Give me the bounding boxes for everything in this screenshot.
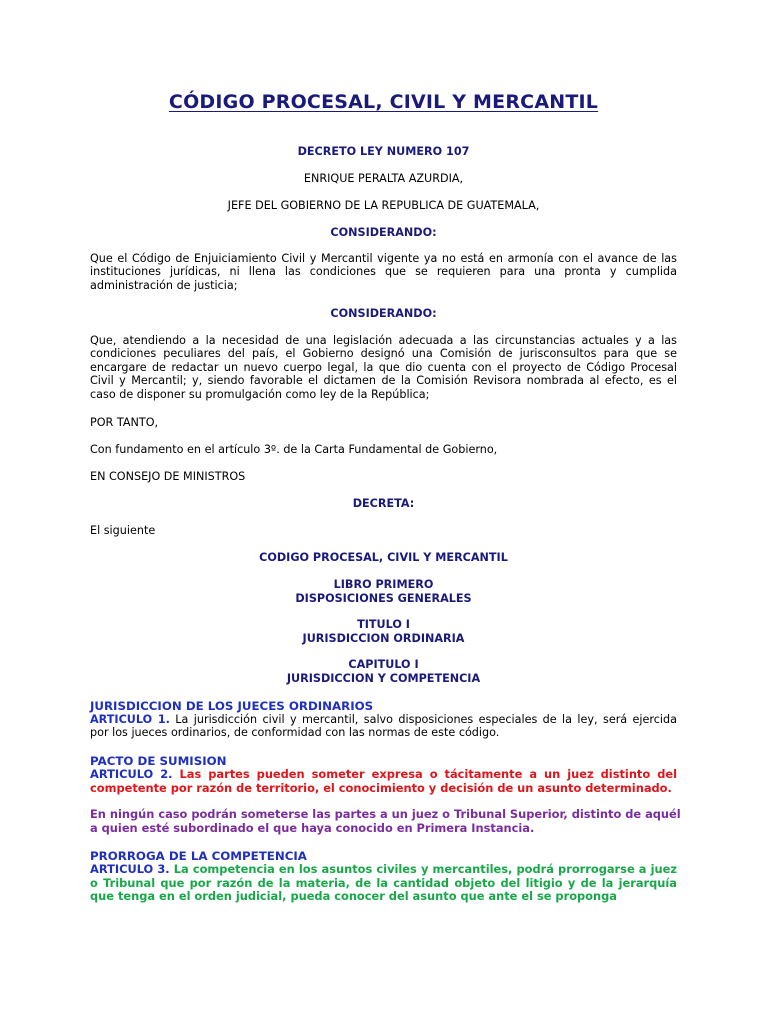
- libro-heading: LIBRO PRIMERO: [333, 578, 434, 591]
- article-2-text-2: competente por razón de territorio, el conocimiento y decisión de un asunto determinado.: [90, 780, 672, 795]
- article-2-text-1: Las partes pueden someter expresa o tácitamente a un juez distinto del: [179, 767, 678, 781]
- article-1: [90, 713, 677, 740]
- document-title: CÓDIGO PROCESAL, CIVIL Y MERCANTIL: [168, 91, 599, 113]
- paragraph-line: Civil y Mercantil; y, siendo favorable el dictamen de la Comisión Revisora nombrada al efecto, es el: [90, 374, 677, 388]
- article-1-text-1: La jurisdicción civil y mercantil, salvo disposiciones especiales de la ley, será ejercida: [175, 713, 677, 726]
- note-line-2: a quien esté subordinado el que haya conocido en Primera Instancia.: [90, 820, 535, 835]
- fundamento-text: Con fundamento en el artículo 3º. de la Carta Fundamental de Gobierno,: [90, 443, 498, 456]
- article-2-label: ARTICULO 2.: [90, 767, 173, 781]
- section-heading-prorroga: PRORROGA DE LA COMPETENCIA: [90, 849, 307, 863]
- considerando-heading-1: CONSIDERANDO:: [330, 226, 437, 239]
- article-2: [90, 768, 677, 795]
- article-1-text-2: por los jueces ordinarios, de conformidad con las normas de este código.: [90, 726, 500, 740]
- capitulo-heading: CAPITULO I: [348, 658, 419, 671]
- article-2-note: [90, 807, 681, 835]
- article-3-text-2: o Tribunal que por razón de la materia, de la cantidad objeto del litigio y de la jerarquía: [90, 875, 677, 890]
- siguiente-text: El siguiente: [90, 524, 156, 537]
- article-line: [90, 863, 677, 877]
- paragraph-line: condiciones peculiares del país, el Gobierno designó una Comisión de jurisconsultos para que se: [90, 347, 677, 361]
- decreta-heading: DECRETA:: [352, 497, 415, 510]
- decreto-heading: DECRETO LEY NUMERO 107: [297, 145, 470, 158]
- article-line: [90, 768, 677, 782]
- article-3: [90, 863, 677, 904]
- section-heading-jueces: JURISDICCION DE LOS JUECES ORDINARIOS: [90, 699, 374, 713]
- paragraph-line: encargare de redactar un nuevo cuerpo legal, la que dio cuenta con el proyecto de Código Procesal: [90, 360, 677, 374]
- article-1-label: ARTICULO 1.: [90, 713, 170, 726]
- considerando-paragraph-2: [90, 334, 677, 401]
- paragraph-line: Que el Código de Enjuiciamiento Civil y Mercantil vigente ya no está en armonía con el avance de las: [90, 252, 677, 265]
- considerando-heading-2: CONSIDERANDO:: [330, 307, 437, 320]
- paragraph-line: instituciones jurídicas, ni llena las condiciones que se requieren para una pronta y cumplida: [90, 265, 677, 279]
- jurisdiccion-competencia-heading: JURISDICCION Y COMPETENCIA: [286, 672, 481, 685]
- jurisdiccion-heading: JURISDICCION ORDINARIA: [302, 632, 465, 645]
- paragraph-line: Que, atendiendo a la necesidad de una legislación adecuada a las circunstancias actuales y a las: [90, 334, 677, 347]
- author-role: JEFE DEL GOBIERNO DE LA REPUBLICA DE GUATEMALA,: [227, 199, 540, 212]
- article-3-label: ARTICULO 3.: [90, 862, 170, 876]
- section-heading-sumision: PACTO DE SUMISION: [90, 754, 227, 768]
- paragraph-line: administración de justicia;: [90, 278, 238, 292]
- paragraph-line: caso de disponer su promulgación como ley de la República;: [90, 387, 430, 401]
- considerando-paragraph-1: [90, 252, 677, 292]
- code-heading: CODIGO PROCESAL, CIVIL Y MERCANTIL: [259, 551, 508, 564]
- note-line-1: En ningún caso podrán someterse las partes a un juez o Tribunal Superior, distinto de aquél: [90, 807, 681, 821]
- disposiciones-heading: DISPOSICIONES GENERALES: [295, 592, 472, 605]
- article-3-text-3: que tenga en el orden judicial, pueda conocer del asunto que ante el se proponga: [90, 889, 617, 904]
- titulo-heading: TITULO I: [357, 618, 410, 631]
- por-tanto: POR TANTO,: [90, 416, 159, 429]
- article-3-text-1: La competencia en los asuntos civiles y mercantiles, podrá prorrogarse a juez: [173, 862, 678, 876]
- article-line: [90, 713, 677, 726]
- author-name: ENRIQUE PERALTA AZURDIA,: [303, 172, 464, 185]
- consejo-text: EN CONSEJO DE MINISTROS: [90, 470, 246, 483]
